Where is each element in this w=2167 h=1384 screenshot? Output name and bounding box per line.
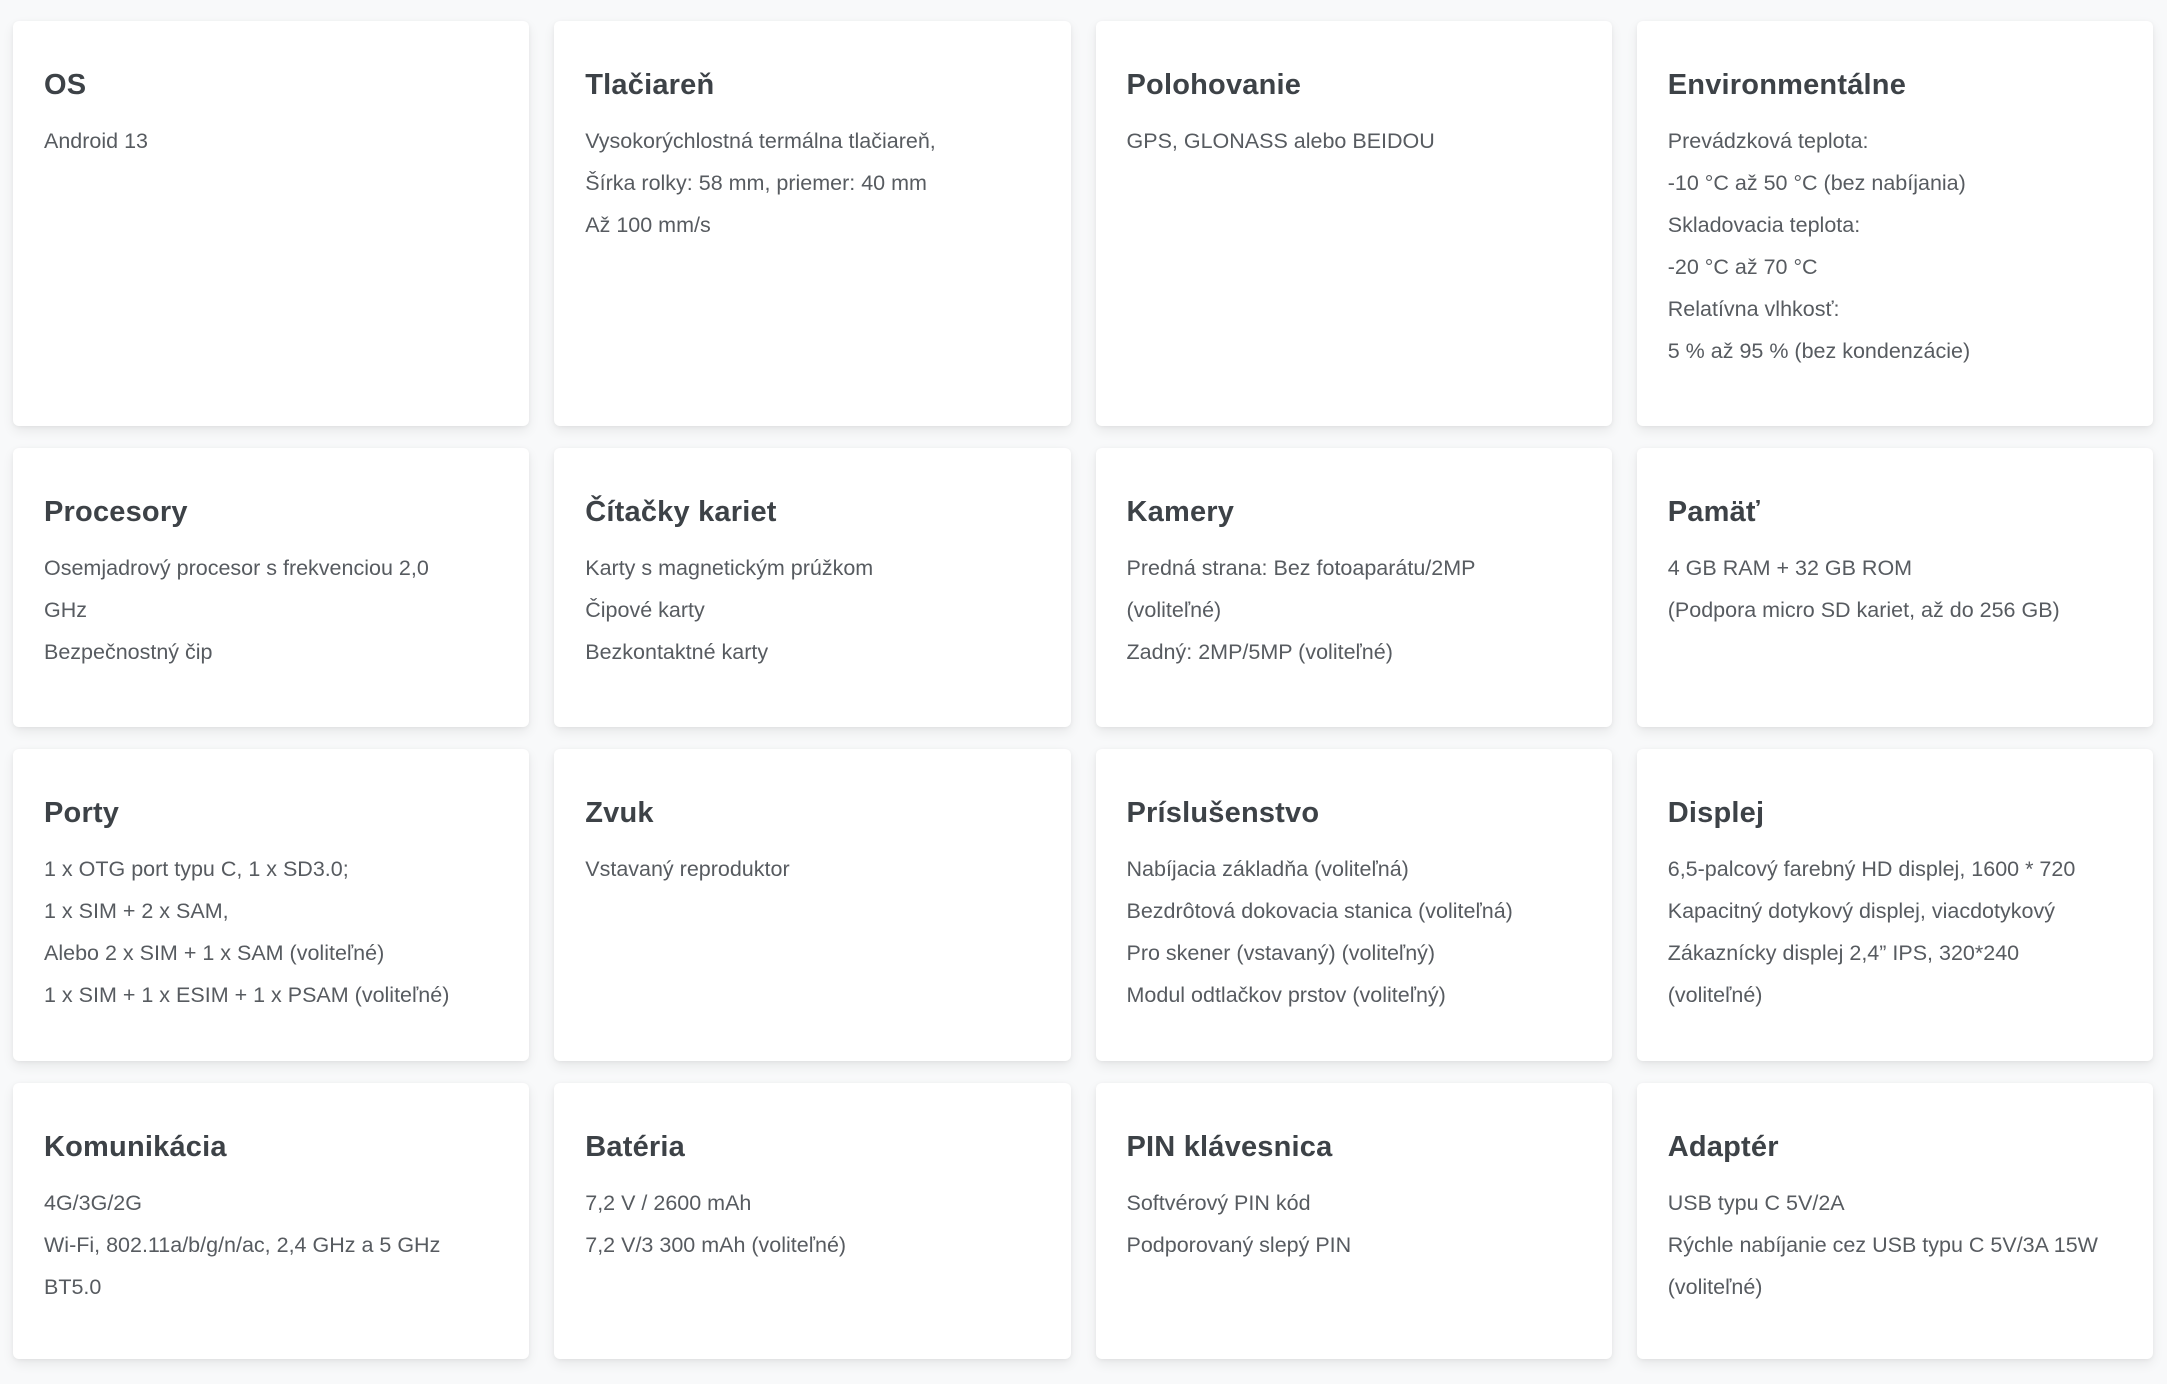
card-body-printer bbox=[585, 120, 1042, 246]
card-title-os: OS bbox=[44, 69, 87, 101]
spec-line: Šírka rolky: 58 mm, priemer: 40 mm bbox=[585, 171, 927, 195]
spec-line: Zadný: 2MP/5MP (voliteľné) bbox=[1126, 640, 1393, 664]
spec-line: (voliteľné) bbox=[1126, 598, 1222, 622]
card-body-ports bbox=[44, 848, 501, 1016]
spec-card-positioning bbox=[1096, 21, 1612, 426]
card-body-processors bbox=[44, 547, 501, 673]
spec-card-sound bbox=[554, 749, 1070, 1061]
spec-line: Predná strana: Bez fotoaparátu/2MP bbox=[1126, 556, 1476, 580]
card-title-ports: Porty bbox=[44, 797, 120, 829]
card-title-card-readers: Čítačky kariet bbox=[585, 496, 777, 528]
spec-line: Alebo 2 x SIM + 1 x SAM (voliteľné) bbox=[44, 941, 385, 965]
card-title-processors: Procesory bbox=[44, 496, 188, 528]
card-body-os bbox=[44, 120, 501, 162]
spec-line: Podporovaný slepý PIN bbox=[1126, 1233, 1352, 1257]
spec-line: USB typu C 5V/2A bbox=[1667, 1191, 1845, 1215]
spec-line: Vstavaný reproduktor bbox=[585, 857, 790, 881]
spec-line: GPS, GLONASS alebo BEIDOU bbox=[1126, 129, 1435, 153]
card-body-communication bbox=[44, 1182, 501, 1308]
spec-line: Kapacitný dotykový displej, viacdotykový bbox=[1667, 899, 2055, 923]
spec-card-os bbox=[13, 21, 529, 426]
spec-line: Softvérový PIN kód bbox=[1126, 1191, 1311, 1215]
card-title-accessories: Príslušenstvo bbox=[1126, 797, 1320, 829]
card-body-accessories bbox=[1127, 848, 1584, 1016]
spec-line: (voliteľné) bbox=[1667, 1275, 1763, 1299]
spec-line: Čipové karty bbox=[585, 598, 705, 622]
spec-line: 4G/3G/2G bbox=[44, 1191, 142, 1215]
spec-card-processors bbox=[13, 448, 529, 727]
spec-line: Rýchle nabíjanie cez USB typu C 5V/3A 15W bbox=[1667, 1233, 2098, 1257]
spec-line: 4 GB RAM + 32 GB ROM bbox=[1667, 556, 1913, 580]
spec-line: Bezdrôtová dokovacia stanica (voliteľná) bbox=[1126, 899, 1513, 923]
spec-line: 1 x OTG port typu C, 1 x SD3.0; bbox=[44, 857, 349, 881]
spec-card-cameras bbox=[1096, 448, 1612, 727]
spec-card-battery bbox=[554, 1083, 1070, 1359]
spec-line: Zákaznícky displej 2,4” IPS, 320*240 bbox=[1667, 941, 2020, 965]
spec-line: Pro skener (vstavaný) (voliteľný) bbox=[1126, 941, 1436, 965]
card-body-cameras bbox=[1127, 547, 1584, 673]
card-title-memory: Pamäť bbox=[1667, 496, 1761, 528]
card-title-environmental: Environmentálne bbox=[1667, 69, 1907, 101]
spec-card-memory bbox=[1637, 448, 2153, 727]
card-body-pin-keypad bbox=[1127, 1182, 1584, 1266]
card-title-communication: Komunikácia bbox=[44, 1131, 227, 1163]
spec-line: Nabíjacia základňa (voliteľná) bbox=[1126, 857, 1409, 881]
card-body-environmental bbox=[1668, 120, 2125, 372]
spec-line: Android 13 bbox=[44, 129, 148, 153]
card-body-positioning bbox=[1127, 120, 1584, 162]
spec-line: Wi-Fi, 802.11a/b/g/n/ac, 2,4 GHz a 5 GHz bbox=[44, 1233, 441, 1257]
spec-card-display bbox=[1637, 749, 2153, 1061]
spec-line: Relatívna vlhkosť: bbox=[1667, 297, 1840, 321]
card-body-battery bbox=[585, 1182, 1042, 1266]
spec-line: 6,5-palcový farebný HD displej, 1600 * 720 bbox=[1667, 857, 2076, 881]
spec-line: Skladovacia teplota: bbox=[1667, 213, 1861, 237]
card-title-display: Displej bbox=[1667, 797, 1765, 829]
card-body-display bbox=[1668, 848, 2125, 1016]
card-body-card-readers bbox=[585, 547, 1042, 673]
card-body-sound bbox=[585, 848, 1042, 890]
card-title-printer: Tlačiareň bbox=[585, 69, 715, 101]
spec-card-card-readers bbox=[554, 448, 1070, 727]
spec-card-accessories bbox=[1096, 749, 1612, 1061]
card-body-memory bbox=[1668, 547, 2125, 631]
spec-line: -20 °C až 70 °C bbox=[1667, 255, 1818, 279]
spec-card-ports bbox=[13, 749, 529, 1061]
spec-line: Karty s magnetickým prúžkom bbox=[585, 556, 874, 580]
spec-line: 5 % až 95 % (bez kondenzácie) bbox=[1667, 339, 1971, 363]
spec-line: Osemjadrový procesor s frekvenciou 2,0 bbox=[44, 556, 429, 580]
card-title-sound: Zvuk bbox=[585, 797, 654, 829]
spec-line: -10 °C až 50 °C (bez nabíjania) bbox=[1667, 171, 1966, 195]
spec-card-environmental bbox=[1637, 21, 2153, 426]
card-title-pin-keypad: PIN klávesnica bbox=[1126, 1131, 1333, 1163]
card-title-battery: Batéria bbox=[585, 1131, 685, 1163]
spec-line: 7,2 V / 2600 mAh bbox=[585, 1191, 752, 1215]
spec-line: GHz bbox=[44, 598, 87, 622]
spec-line: 7,2 V/3 300 mAh (voliteľné) bbox=[585, 1233, 847, 1257]
spec-line: Bezkontaktné karty bbox=[585, 640, 769, 664]
spec-line: Prevádzková teplota: bbox=[1667, 129, 1869, 153]
spec-line: Bezpečnostný čip bbox=[44, 640, 213, 664]
spec-line: 1 x SIM + 2 x SAM, bbox=[44, 899, 229, 923]
spec-card-printer bbox=[554, 21, 1070, 426]
spec-card-pin-keypad bbox=[1096, 1083, 1612, 1359]
spec-card-communication bbox=[13, 1083, 529, 1359]
spec-line: (Podpora micro SD kariet, až do 256 GB) bbox=[1667, 598, 2060, 622]
spec-line: BT5.0 bbox=[44, 1275, 102, 1299]
spec-card-adapter bbox=[1637, 1083, 2153, 1359]
card-title-positioning: Polohovanie bbox=[1126, 69, 1302, 101]
spec-line: 1 x SIM + 1 x ESIM + 1 x PSAM (voliteľné) bbox=[44, 983, 450, 1007]
spec-line: Vysokorýchlostná termálna tlačiareň, bbox=[585, 129, 936, 153]
card-title-cameras: Kamery bbox=[1126, 496, 1235, 528]
spec-line: Modul odtlačkov prstov (voliteľný) bbox=[1126, 983, 1446, 1007]
spec-line: Až 100 mm/s bbox=[585, 213, 711, 237]
spec-line: (voliteľné) bbox=[1667, 983, 1763, 1007]
card-body-adapter bbox=[1668, 1182, 2125, 1308]
card-title-adapter: Adaptér bbox=[1667, 1131, 1779, 1163]
